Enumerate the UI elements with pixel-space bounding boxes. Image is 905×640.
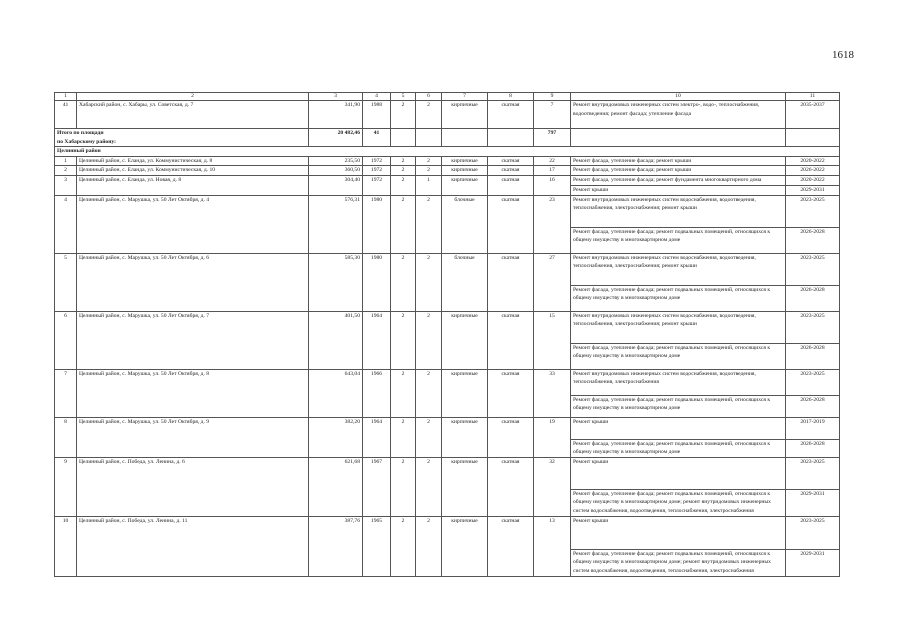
build-year: 1964 — [363, 417, 391, 457]
work-period: 2035-2037 — [786, 101, 840, 129]
wall-material: кирпичные — [442, 311, 488, 369]
entrances: 2 — [416, 369, 442, 417]
residents: 32 — [534, 457, 571, 516]
table-row — [55, 101, 840, 129]
house-area: 387,76 — [309, 516, 363, 576]
work-description: Ремонт фасада, утепление фасада; ремонт подвальных помещений, относящихся к общему имуществу в многоквартирном доме — [571, 439, 786, 457]
wall-material: кирпичные — [442, 166, 488, 176]
page-number: 1618 — [832, 49, 854, 61]
entrances: 2 — [416, 166, 442, 176]
build-year: 1964 — [363, 311, 391, 369]
work-description: Ремонт фасада, утепление фасада; ремонт крыши — [571, 156, 786, 166]
work-description: Ремонт крыши — [571, 516, 786, 549]
work-period: 2023-2025 — [786, 516, 840, 549]
build-year: 1972 — [363, 166, 391, 176]
build-year: 1965 — [363, 516, 391, 576]
roof-type: скатная — [488, 369, 534, 417]
entrances: 2 — [416, 417, 442, 457]
house-area: 360,50 — [309, 166, 363, 176]
roof-type: скатная — [488, 311, 534, 369]
work-period: 2026-2028 — [786, 343, 840, 369]
wall-material: кирпичные — [442, 369, 488, 417]
row-number: 10 — [55, 516, 77, 576]
row-number: 8 — [55, 417, 77, 457]
total-row — [55, 129, 840, 147]
row-number: 5 — [55, 253, 77, 311]
build-year: 1967 — [363, 457, 391, 516]
col-number: 7 — [442, 93, 488, 101]
house-area: 382,20 — [309, 417, 363, 457]
row-number: 2 — [55, 166, 77, 176]
entrances: 2 — [416, 101, 442, 129]
house-area: 304,40 — [309, 175, 363, 195]
table-row — [55, 156, 840, 166]
column-number-row — [55, 93, 840, 101]
build-year: 1972 — [363, 156, 391, 166]
work-description: Ремонт внутридомовых инженерных систем водоснабжения, водоотведения, теплоснабжения, электроснабжения; ремонт крыши — [571, 253, 786, 285]
roof-type: скатная — [488, 156, 534, 166]
work-description: Ремонт фасада, утепление фасада; ремонт подвальных помещений, относящихся к общему имуществу в многоквартирном доме — [571, 285, 786, 311]
table-row — [55, 253, 840, 285]
roof-type: скатная — [488, 516, 534, 576]
col-number: 4 — [363, 93, 391, 101]
entrances: 2 — [416, 195, 442, 253]
floors: 2 — [391, 369, 416, 417]
total-residents: 797 — [534, 129, 571, 147]
residents: 17 — [534, 166, 571, 176]
house-address: Целинный район, с. Марушка, ул. 50 Лет Октября, д. 9 — [77, 417, 309, 457]
work-period: 2029-2031 — [786, 489, 840, 516]
col-number: 10 — [571, 93, 786, 101]
row-number: 41 — [55, 101, 77, 129]
house-area: 576,31 — [309, 195, 363, 253]
work-description: Ремонт фасада, утепление фасада; ремонт крыши — [571, 166, 786, 176]
work-period: 2023-2025 — [786, 311, 840, 343]
table-row — [55, 516, 840, 549]
floors: 2 — [391, 516, 416, 576]
total-label-line2: по Хабарскому району: — [57, 138, 117, 145]
section-title: Целинный район — [55, 147, 840, 157]
table-row — [55, 369, 840, 395]
roof-type: скатная — [488, 253, 534, 311]
total-area: 20 482,46 — [309, 129, 363, 147]
work-period: 2023-2025 — [786, 457, 840, 489]
build-year: 1980 — [363, 195, 391, 253]
house-area: 235,50 — [309, 156, 363, 166]
residents: 22 — [534, 156, 571, 166]
row-number: 9 — [55, 457, 77, 516]
residents: 7 — [534, 101, 571, 129]
house-area: 621,68 — [309, 457, 363, 516]
entrances: 2 — [416, 457, 442, 516]
col-number: 11 — [786, 93, 840, 101]
work-description: Ремонт фасада, утепление фасада; ремонт подвальных помещений, относящихся к общему имуществу в многоквартирном доме — [571, 343, 786, 369]
wall-material: кирпичные — [442, 175, 488, 195]
work-description: Ремонт внутридомовых инженерных систем водоснабжения, водоотведения, теплоснабжения, электроснабжения — [571, 369, 786, 395]
col-number: 1 — [55, 93, 77, 101]
wall-material: кирпичные — [442, 417, 488, 457]
work-period: 2026-2028 — [786, 227, 840, 253]
work-period: 2026-2028 — [786, 439, 840, 457]
floors: 2 — [391, 175, 416, 195]
residents: 15 — [534, 311, 571, 369]
work-description: Ремонт крыши — [571, 457, 786, 489]
row-number: 7 — [55, 369, 77, 417]
row-number: 6 — [55, 311, 77, 369]
work-period: 2029-2031 — [786, 185, 840, 195]
entrances: 2 — [416, 253, 442, 311]
entrances: 2 — [416, 311, 442, 369]
house-address: Целинный район, с. Марушка, ул. 50 Лет Октября, д. 4 — [77, 195, 309, 253]
work-description: Ремонт фасада, утепление фасада; ремонт подвальных помещений, относящихся к общему имуществу в многоквартирном доме — [571, 227, 786, 253]
work-period: 2017-2019 — [786, 417, 840, 439]
work-period: 2023-2025 — [786, 369, 840, 395]
table-row — [55, 195, 840, 227]
total-label — [55, 129, 309, 147]
house-address: Целинный район, с. Марушка, ул. 50 Лет Октября, д. 6 — [77, 253, 309, 311]
build-year: 1980 — [363, 253, 391, 311]
residents: 27 — [534, 253, 571, 311]
floors: 2 — [391, 253, 416, 311]
col-number: 2 — [77, 93, 309, 101]
table-row — [55, 311, 840, 343]
residents: 13 — [534, 516, 571, 576]
roof-type: скатная — [488, 417, 534, 457]
work-period: 2020-2022 — [786, 175, 840, 185]
capital-repair-table — [54, 92, 840, 577]
floors: 2 — [391, 311, 416, 369]
floors: 2 — [391, 101, 416, 129]
house-address: Целинный район, с. Марушка, ул. 50 Лет Октября, д. 7 — [77, 311, 309, 369]
col-number: 8 — [488, 93, 534, 101]
work-description: Ремонт фасада, утепление фасада; ремонт подвальных помещений, относящихся к общему имуществу в многоквартирном доме; ремонт внутридомовых инженерных систем водоснабжения, водоотведения, теплоснабжения, электроснабжения — [571, 489, 786, 516]
house-area: 585,30 — [309, 253, 363, 311]
entrances: 2 — [416, 516, 442, 576]
residents: 16 — [534, 175, 571, 195]
wall-material: кирпичные — [442, 516, 488, 576]
work-period: 2020-2022 — [786, 156, 840, 166]
house-address: Целинный район, с. Марушка, ул. 50 Лет Октября, д. 8 — [77, 369, 309, 417]
col-number: 5 — [391, 93, 416, 101]
roof-type: скатная — [488, 457, 534, 516]
col-number: 3 — [309, 93, 363, 101]
table-row — [55, 175, 840, 185]
work-period: 2029-2031 — [786, 549, 840, 576]
residents: 33 — [534, 369, 571, 417]
house-address: Целинный район, с. Победа, ул. Ленина, д. 6 — [77, 457, 309, 516]
floors: 2 — [391, 457, 416, 516]
work-period: 2026-2022 — [786, 166, 840, 176]
entrances: 2 — [416, 156, 442, 166]
house-address: Целинный район, с. Еланда, ул. Коммунистическая, д. 8 — [77, 156, 309, 166]
work-period: 2023-2025 — [786, 195, 840, 227]
row-number: 1 — [55, 156, 77, 166]
house-address: Целинный район, с. Победа, ул. Ленина, д. 11 — [77, 516, 309, 576]
section-row — [55, 147, 840, 157]
row-number: 3 — [55, 175, 77, 195]
floors: 2 — [391, 166, 416, 176]
work-description: Ремонт внутридомовых инженерных систем водоснабжения, водоотведения, теплоснабжения, электроснабжения; ремонт крыши — [571, 311, 786, 343]
work-description: Ремонт фасада, утепление фасада; ремонт подвальных помещений, относящихся к общему имуществу в многоквартирном доме; ремонт внутридомовых инженерных систем водоснабжения, водоотведения, теплоснабжения, электроснабжения — [571, 549, 786, 576]
work-period: 2026-2028 — [786, 285, 840, 311]
wall-material: кирпичные — [442, 101, 488, 129]
house-address: Хабарский район, с. Хабары, ул. Советская, д. 7 — [77, 101, 309, 129]
work-description: Ремонт фасада, утепление фасада; ремонт подвальных помещений, относящихся к общему имуществу в многоквартирном доме — [571, 395, 786, 417]
wall-material: кирпичные — [442, 156, 488, 166]
work-description: Ремонт крыши — [571, 417, 786, 439]
house-address: Целинный район, с. Еланда, ул. Новая, д. 8 — [77, 175, 309, 195]
total-count: 41 — [363, 129, 391, 147]
house-area: 643,04 — [309, 369, 363, 417]
table-row — [55, 417, 840, 439]
build-year: 1988 — [363, 101, 391, 129]
table-row — [55, 457, 840, 489]
wall-material: кирпичные — [442, 457, 488, 516]
house-area: 401,50 — [309, 311, 363, 369]
wall-material: блочные — [442, 253, 488, 311]
house-area: 341,90 — [309, 101, 363, 129]
work-description: Ремонт крыши — [571, 185, 786, 195]
build-year: 1972 — [363, 175, 391, 195]
work-description: Ремонт фасада, утепление фасада; ремонт фундамента многоквартирного дома — [571, 175, 786, 185]
row-number: 4 — [55, 195, 77, 253]
work-period: 2026-2028 — [786, 395, 840, 417]
residents: 19 — [534, 417, 571, 457]
work-description: Ремонт внутридомовых инженерных систем водоснабжения, водоотведения, теплоснабжения, электроснабжения; ремонт крыши — [571, 195, 786, 227]
total-label-line1: Итого по площади — [57, 130, 104, 136]
wall-material: блочные — [442, 195, 488, 253]
roof-type: скатная — [488, 195, 534, 253]
roof-type: скатная — [488, 101, 534, 129]
table-row — [55, 166, 840, 176]
roof-type: скатная — [488, 175, 534, 195]
house-address: Целинный район, с. Еланда, ул. Коммунистическая, д. 10 — [77, 166, 309, 176]
col-number: 6 — [416, 93, 442, 101]
work-period: 2023-2025 — [786, 253, 840, 285]
build-year: 1966 — [363, 369, 391, 417]
floors: 2 — [391, 195, 416, 253]
floors: 2 — [391, 156, 416, 166]
work-description: Ремонт внутридомовых инженерных систем электро-, водо-, теплоснабжения, водоотведения; ремонт фасада; утепление фасада — [571, 101, 786, 129]
col-number: 9 — [534, 93, 571, 101]
entrances: 1 — [416, 175, 442, 195]
floors: 2 — [391, 417, 416, 457]
roof-type: скатная — [488, 166, 534, 176]
residents: 23 — [534, 195, 571, 253]
